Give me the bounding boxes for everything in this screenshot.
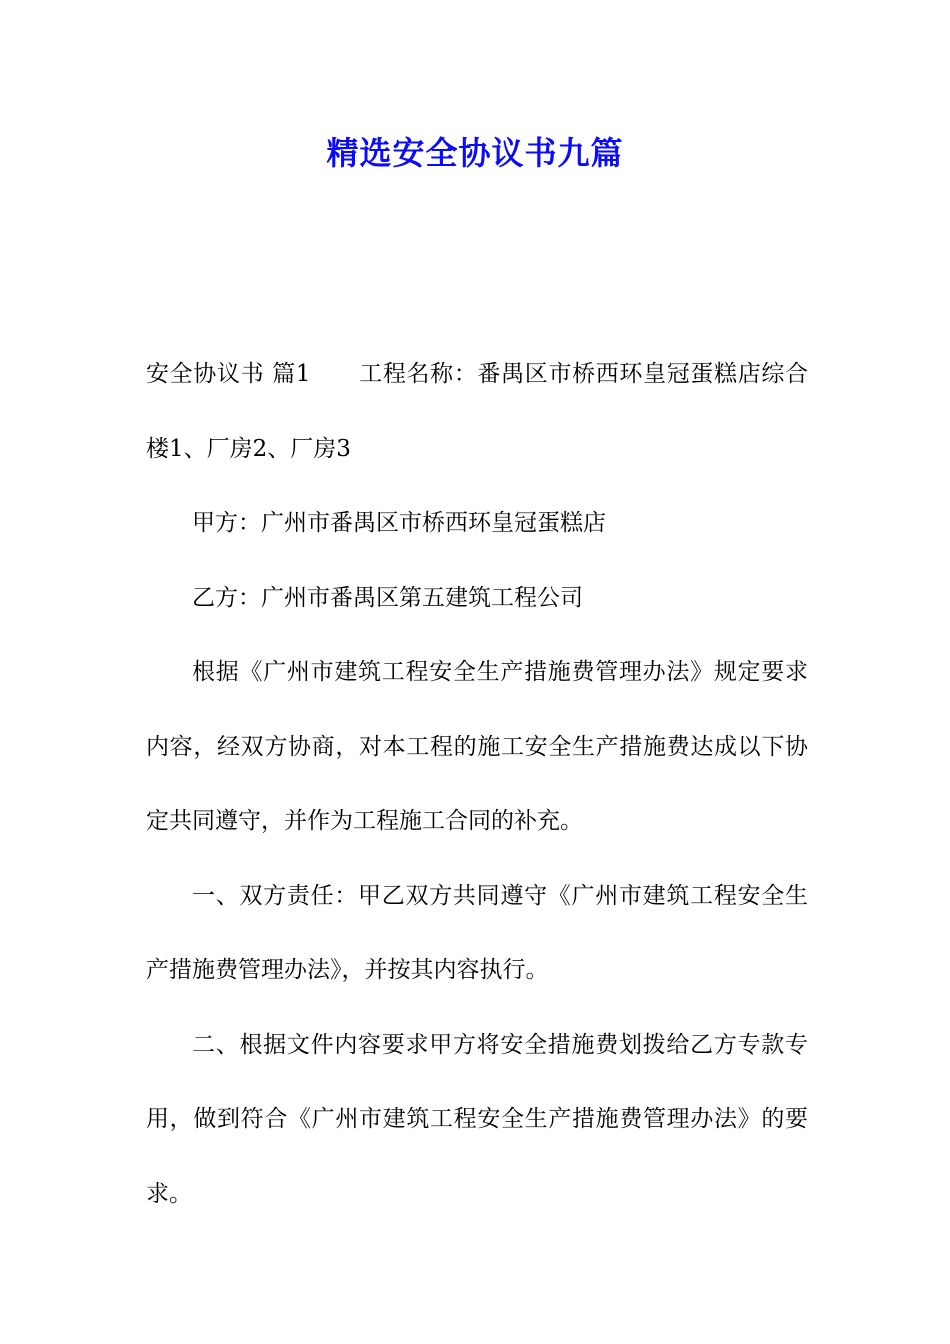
paragraph-basis: 根据《广州市建筑工程安全生产措施费管理办法》规定要求内容，经双方协商，对本工程的施工安全生产措施费达成以下协定共同遵守，并作为工程施工合同的补充。 <box>146 659 808 834</box>
paragraph-project-name <box>146 337 808 486</box>
project-name-text: 工程名称：番禺区市桥西环皇冠蛋糕店综合楼1、厂房2、厂房3 <box>146 361 809 462</box>
paragraph-party-a: 甲方：广州市番禺区市桥西环皇冠蛋糕店 <box>192 510 606 536</box>
paragraph-party-b: 乙方：广州市番禺区第五建筑工程公司 <box>192 584 583 611</box>
paragraph-clause-2: 二、根据文件内容要求甲方将安全措施费划拨给乙方专款专用，做到符合《广州市建筑工程安全生产措施费管理办法》的要求。 <box>146 1031 808 1207</box>
paragraph-clause-1: 一、双方责任：甲乙双方共同遵守《广州市建筑工程安全生产措施费管理办法》，并按其内容执行。 <box>146 882 808 983</box>
document-body <box>146 337 808 1231</box>
section-heading: 安全协议书 篇1 <box>146 361 311 387</box>
document-title: 精选安全协议书九篇 <box>326 134 624 172</box>
